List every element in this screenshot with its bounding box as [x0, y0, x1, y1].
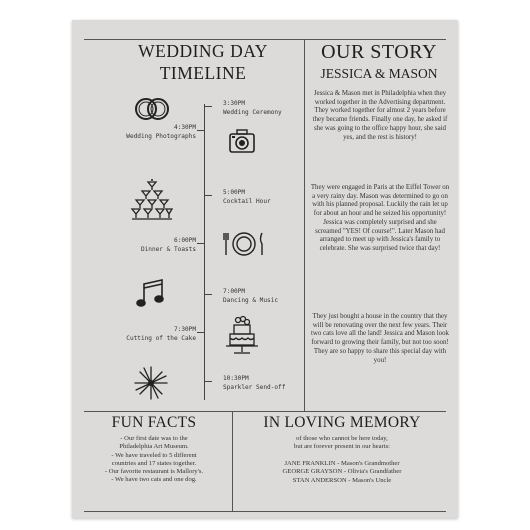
timeline-event-2: 4:30PM Wedding Photographs: [126, 124, 196, 140]
top-rule: [84, 39, 446, 40]
section-divider: [84, 411, 446, 412]
memory-person: GEORGE GRAYSON - Olivia's Grandfather: [282, 468, 402, 476]
bottom-rule: [84, 511, 446, 512]
champagne-tower-icon: [130, 178, 174, 224]
timeline-tick: [205, 381, 212, 382]
timeline-tick: [205, 195, 212, 196]
column-divider: [304, 39, 305, 411]
timeline-event-1: 3:30PM Wedding Ceremony: [223, 100, 282, 116]
in-loving-memory-heading: IN LOVING MEMORY: [263, 414, 421, 431]
timeline-tick: [197, 243, 204, 244]
fun-facts-list: [88, 435, 220, 485]
timeline-title-line1: WEDDING DAY: [138, 41, 268, 61]
music-note-icon: [134, 278, 168, 310]
sparkler-icon: [132, 364, 170, 402]
memory-people-list: [232, 460, 452, 485]
couple-names: JESSICA & MASON: [320, 66, 438, 81]
dinner-plate-icon: [222, 230, 266, 258]
rings-icon: [132, 96, 172, 122]
timeline-tick: [197, 130, 204, 131]
memory-person: JANE FRANKLIN - Mason's Grandmother: [284, 460, 400, 467]
camera-icon: [228, 127, 256, 155]
timeline-tick: [205, 294, 212, 295]
timeline-event-5: 7:00PM Dancing & Music: [223, 288, 279, 304]
timeline-title-line2: TIMELINE: [159, 63, 247, 83]
fun-fact-line: countries and 17 states together.: [111, 459, 197, 467]
timeline-tick: [197, 332, 204, 333]
timeline-event-4: 6:00PM Dinner & Toasts: [140, 237, 196, 253]
memory-person: STAN ANDERSON - Mason's Uncle: [292, 476, 392, 484]
wedding-program-paper: [72, 20, 458, 518]
story-paragraph-1: Jessica & Mason met in Philadelphia when they worked together in the Advertising department. They worked together for almost 2 years before they became friends. Finally one day, he asked if she was going to the office happy hour, she said yes, and the rest is history!: [312, 90, 448, 141]
timeline-event-7: 10:30PM Sparkler Send-off: [223, 375, 286, 391]
cake-icon: [224, 315, 260, 357]
timeline-event-3: 5:00PM Cocktail Hour: [223, 189, 271, 205]
story-paragraph-3: They just bought a house in the country that they will be renovating over the next few years. Their two cats love all the land! Jessica and Mason look forward to growing their family, but not too soon! They are so happy to share this special day with you!: [311, 313, 449, 364]
fun-fact-line: - We have two cats and one dog.: [111, 476, 197, 484]
fun-fact-line: - We have traveled to 5 different: [111, 451, 197, 459]
fun-fact-line: Philadelphia Art Museum.: [119, 443, 189, 451]
fun-fact-line: - Our first date was to the: [120, 435, 188, 442]
our-story-heading: OUR STORY: [321, 41, 437, 63]
timeline-tick: [205, 106, 212, 107]
timeline-event-6: 7:30PM Cutting of the Cake: [126, 326, 196, 342]
story-paragraph-2: They were engaged in Paris at the Eiffel Tower on a very rainy day. Mason was determined to go on with his planned proposal. Luckily the rain let up for about an hour and he seized his opportunity! Jessica was completely surprised and she screamed "YES! Of course!". Later Mason had arranged to meet up with Jessica's family to celebrate. She was surprised twice that day!: [310, 184, 450, 252]
fun-fact-line: - Our favorite restaurant is Mallory's.: [104, 468, 204, 476]
timeline-line: [204, 104, 205, 400]
fun-facts-heading: FUN FACTS: [111, 414, 197, 431]
memory-intro: of those who cannot be here today, but are forever present in our hearts:: [294, 435, 390, 451]
